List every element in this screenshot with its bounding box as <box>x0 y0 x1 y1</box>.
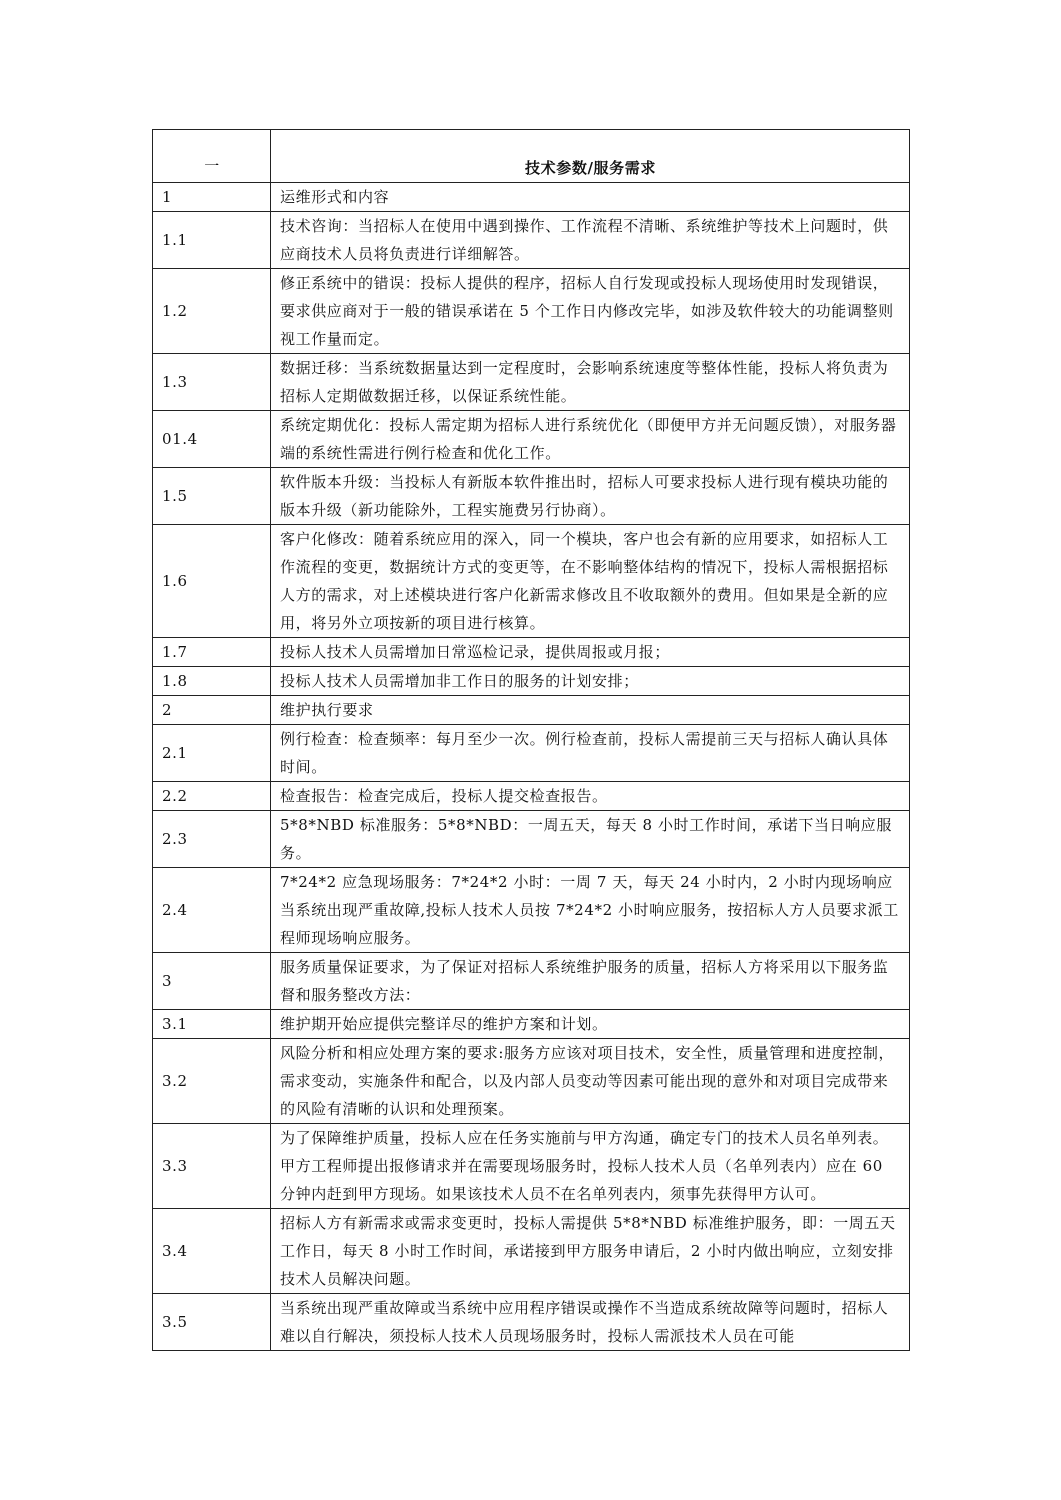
row-text-cell: 招标人方有新需求或需求变更时，投标人需提供 5*8*NBD 标准维护服务，即：一周五天工作日，每天 8 小时工作时间，承诺接到甲方服务申请后，2 小时内做出响应，立刻安排技术人员解决问题。 <box>271 1209 910 1294</box>
table-row <box>153 468 910 525</box>
row-number-cell: 1.7 <box>153 638 271 667</box>
row-text-cell: 数据迁移：当系统数据量达到一定程度时，会影响系统速度等整体性能，投标人将负责为招标人定期做数据迁移，以保证系统性能。 <box>271 354 910 411</box>
row-text-cell: 服务质量保证要求，为了保证对招标人系统维护服务的质量，招标人方将采用以下服务监督和服务整改方法： <box>271 953 910 1010</box>
row-text-cell: 客户化修改：随着系统应用的深入，同一个模块，客户也会有新的应用要求，如招标人工作流程的变更，数据统计方式的变更等，在不影响整体结构的情况下，投标人需根据招标人方的需求，对上述模块进行客户化新需求修改且不收取额外的费用。但如果是全新的应用，将另外立项按新的项目进行核算。 <box>271 525 910 638</box>
row-number-cell: 3.1 <box>153 1010 271 1039</box>
row-number-cell: 1.1 <box>153 212 271 269</box>
row-text-cell: 软件版本升级：当投标人有新版本软件推出时，招标人可要求投标人进行现有模块功能的版本升级（新功能除外，工程实施费另行协商）。 <box>271 468 910 525</box>
table-row <box>153 667 910 696</box>
row-text-cell: 风险分析和相应处理方案的要求:服务方应该对项目技术，安全性，质量管理和进度控制，需求变动，实施条件和配合，以及内部人员变动等因素可能出现的意外和对项目完成带来的风险有清晰的认识和处理预案。 <box>271 1039 910 1124</box>
row-text-cell: 检查报告：检查完成后，投标人提交检查报告。 <box>271 782 910 811</box>
row-number-cell: 3.3 <box>153 1124 271 1209</box>
table-row <box>153 354 910 411</box>
row-number-cell: 2.3 <box>153 811 271 868</box>
header-number-cell: 一 <box>153 130 271 183</box>
row-number-cell: 2.2 <box>153 782 271 811</box>
row-number-cell: 3.4 <box>153 1209 271 1294</box>
row-number-cell: 2.4 <box>153 868 271 953</box>
row-number-cell: 1.5 <box>153 468 271 525</box>
row-text-cell: 5*8*NBD 标准服务：5*8*NBD：一周五天，每天 8 小时工作时间，承诺下当日响应服务。 <box>271 811 910 868</box>
row-text-cell: 7*24*2 应急现场服务：7*24*2 小时：一周 7 天，每天 24 小时内，2 小时内现场响应当系统出现严重故障,投标人技术人员按 7*24*2 小时响应服务，按招标人方人员要求派工程师现场响应服务。 <box>271 868 910 953</box>
table-row <box>153 953 910 1010</box>
row-text-cell: 维护执行要求 <box>271 696 910 725</box>
row-number-cell: 2 <box>153 696 271 725</box>
row-text-cell: 修正系统中的错误：投标人提供的程序，招标人自行发现或投标人现场使用时发现错误，要求供应商对于一般的错误承诺在 5 个工作日内修改完毕，如涉及软件较大的功能调整则视工作量而定。 <box>271 269 910 354</box>
row-number-cell: 3.2 <box>153 1039 271 1124</box>
row-number-cell: 3 <box>153 953 271 1010</box>
table-row <box>153 1209 910 1294</box>
table-header-row <box>153 130 910 183</box>
table-row <box>153 782 910 811</box>
table-row <box>153 1124 910 1209</box>
row-number-cell: 2.1 <box>153 725 271 782</box>
table-row <box>153 638 910 667</box>
table-row <box>153 725 910 782</box>
row-text-cell: 投标人技术人员需增加日常巡检记录，提供周报或月报； <box>271 638 910 667</box>
table-row <box>153 1294 910 1351</box>
row-text-cell: 运维形式和内容 <box>271 183 910 212</box>
row-text-cell: 当系统出现严重故障或当系统中应用程序错误或操作不当造成系统故障等问题时，招标人难以自行解决，须投标人技术人员现场服务时，投标人需派技术人员在可能 <box>271 1294 910 1351</box>
table-row <box>153 1039 910 1124</box>
row-number-cell: 3.5 <box>153 1294 271 1351</box>
table-row <box>153 269 910 354</box>
row-number-cell: 1.6 <box>153 525 271 638</box>
row-number-cell: 1.2 <box>153 269 271 354</box>
table-row <box>153 525 910 638</box>
table-row <box>153 696 910 725</box>
table-row <box>153 868 910 953</box>
spec-table <box>152 129 910 1351</box>
row-text-cell: 技术咨询：当招标人在使用中遇到操作、工作流程不清晰、系统维护等技术上问题时，供应商技术人员将负责进行详细解答。 <box>271 212 910 269</box>
row-number-cell: 1 <box>153 183 271 212</box>
row-number-cell: 1.3 <box>153 354 271 411</box>
row-number-cell: 1.8 <box>153 667 271 696</box>
row-text-cell: 例行检查：检查频率：每月至少一次。例行检查前，投标人需提前三天与招标人确认具体时间。 <box>271 725 910 782</box>
row-text-cell: 维护期开始应提供完整详尽的维护方案和计划。 <box>271 1010 910 1039</box>
table-row <box>153 212 910 269</box>
spec-table-body <box>153 130 910 1351</box>
header-title-cell: 技术参数/服务需求 <box>271 130 910 183</box>
row-text-cell: 为了保障维护质量，投标人应在任务实施前与甲方沟通，确定专门的技术人员名单列表。甲方工程师提出报修请求并在需要现场服务时，投标人技术人员（名单列表内）应在 60 分钟内赶到甲方现场。如果该技术人员不在名单列表内，须事先获得甲方认可。 <box>271 1124 910 1209</box>
row-text-cell: 系统定期优化：投标人需定期为招标人进行系统优化（即便甲方并无问题反馈），对服务器端的系统性需进行例行检查和优化工作。 <box>271 411 910 468</box>
table-row <box>153 1010 910 1039</box>
table-row <box>153 811 910 868</box>
row-text-cell: 投标人技术人员需增加非工作日的服务的计划安排； <box>271 667 910 696</box>
table-row <box>153 411 910 468</box>
row-number-cell: 01.4 <box>153 411 271 468</box>
table-row <box>153 183 910 212</box>
